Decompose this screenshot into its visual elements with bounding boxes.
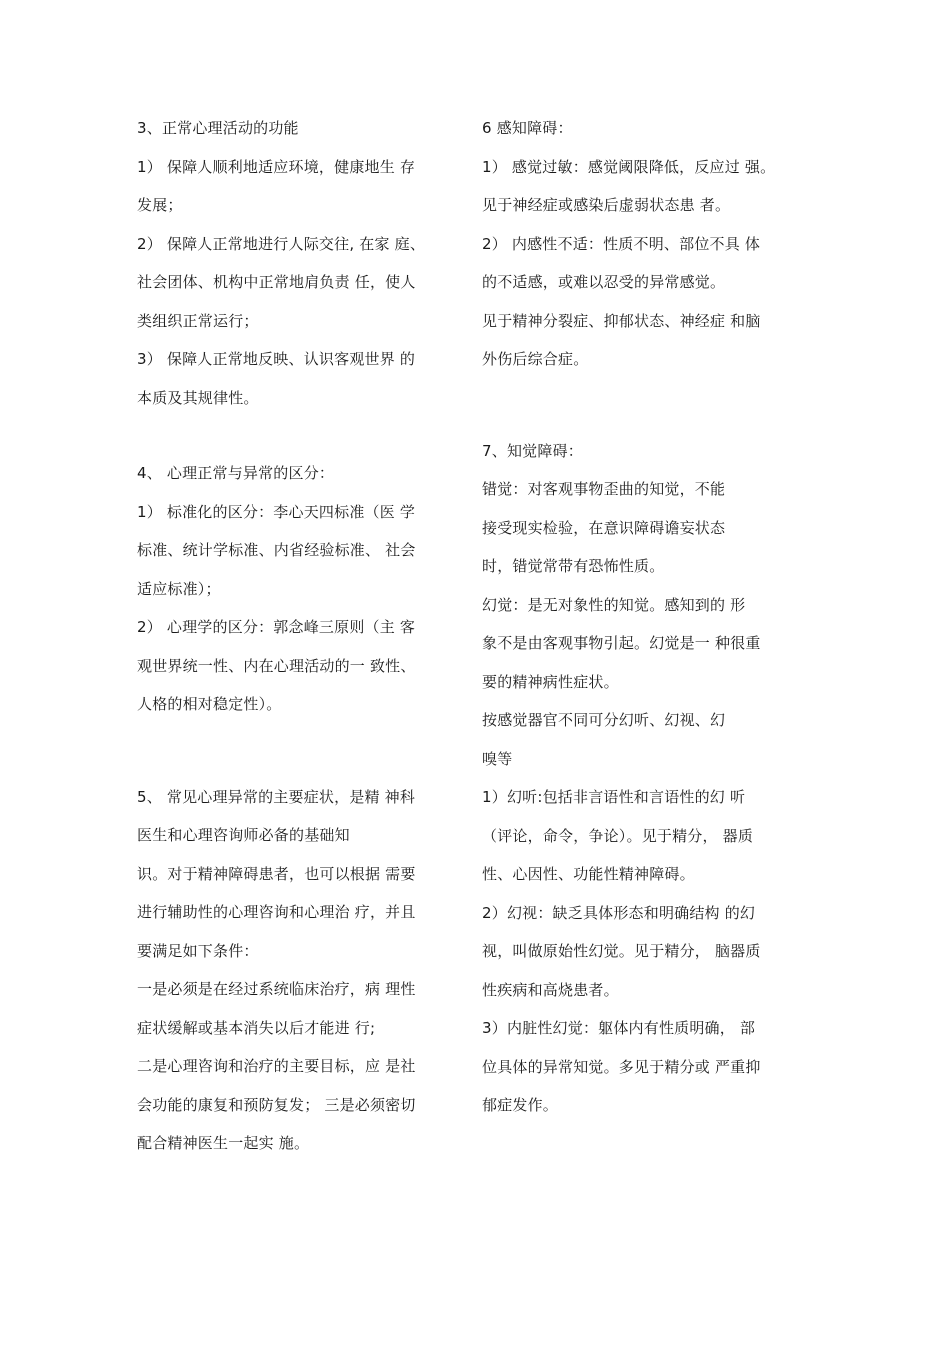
text-line: 郁症发作。 bbox=[482, 1096, 559, 1114]
section-spacer bbox=[482, 379, 804, 432]
text-line: 3） 保障人正常地反映、认识客观世界 的 bbox=[137, 350, 416, 368]
text-line: 适应标准）； bbox=[137, 579, 221, 598]
section-spacer bbox=[137, 724, 459, 778]
section-6-heading: 6 感知障碍： bbox=[482, 119, 573, 137]
text-line: 3）内脏性幻觉：躯体内有性质明确， 部 bbox=[482, 1019, 756, 1037]
text-line: 发展； bbox=[137, 196, 183, 214]
section-7-perception-disorders bbox=[482, 432, 804, 1125]
section-3-normal-psychology-functions bbox=[137, 109, 459, 417]
text-line: 1） 感觉过敏：感觉阈限降低，反应过 强。 bbox=[482, 157, 776, 176]
text-line: 症状缓解或基本消失以后才能进 行; bbox=[137, 1018, 376, 1037]
text-line: 象不是由客观事物引起。幻觉是一 种很重 bbox=[482, 634, 761, 652]
text-line: 会功能的康复和预防复发； 三是必须密切 bbox=[137, 1095, 416, 1114]
text-line: 标准、统计学标准、内省经验标准、 社会 bbox=[137, 541, 416, 559]
right-column bbox=[482, 109, 804, 1125]
text-line: 2） 内感性不适：性质不明、部位不具 体 bbox=[482, 234, 761, 253]
text-line: 要满足如下条件： bbox=[137, 941, 259, 960]
text-line: 视，叫做原始性幻觉。见于精分， 脑器质 bbox=[482, 942, 761, 960]
text-line: 社会团体、机构中正常地肩负责 任，使人 bbox=[137, 273, 416, 291]
text-line: 识。对于精神障碍患者，也可以根据 需要 bbox=[137, 864, 416, 883]
text-line: 配合精神医生一起实 施。 bbox=[137, 1134, 310, 1152]
text-line: 1） 标准化的区分：李心天四标准（医 学 bbox=[137, 502, 416, 521]
text-line: 2） 心理学的区分：郭念峰三原则（主 客 bbox=[137, 618, 416, 636]
section-5-common-symptoms bbox=[137, 778, 459, 1163]
text-line: 接受现实检验，在意识障碍谵妄状态 bbox=[482, 518, 726, 537]
text-line: 外伤后综合症。 bbox=[482, 350, 589, 368]
text-line: 性疾病和高烧患者。 bbox=[482, 980, 619, 999]
text-line: 医生和心理咨询师必备的基础知 bbox=[137, 826, 350, 844]
section-6-sensation-disorders bbox=[482, 109, 804, 379]
text-line: 错觉：对客观事物歪曲的知觉，不能 bbox=[482, 480, 726, 498]
text-line: 嗅等 bbox=[482, 749, 513, 768]
text-line: 性、心因性、功能性精神障碍。 bbox=[482, 865, 695, 883]
section-3-heading: 3、正常心理活动的功能 bbox=[137, 119, 299, 137]
section-spacer bbox=[137, 417, 459, 454]
text-line: 的不适感，或难以忍受的异常感觉。 bbox=[482, 273, 726, 291]
text-line: 位具体的异常知觉。多见于精分或 严重抑 bbox=[482, 1057, 761, 1076]
text-line: 1）幻听:包括非言语性和言语性的幻 听 bbox=[482, 788, 746, 806]
text-line: 时，错觉常带有恐怖性质。 bbox=[482, 557, 665, 575]
text-line: 见于神经症或感染后虚弱状态患 者。 bbox=[482, 196, 731, 214]
text-line: 类组织正常运行； bbox=[137, 311, 259, 330]
text-line: 按感觉器官不同可分幻听、幻视、幻 bbox=[482, 711, 726, 729]
section-4-heading: 4、 心理正常与异常的区分： bbox=[137, 464, 335, 482]
text-line: 见于精神分裂症、抑郁状态、神经症 和脑 bbox=[482, 311, 761, 330]
text-line: 观世界统一性、内在心理活动的一 致性、 bbox=[137, 656, 416, 675]
left-column bbox=[137, 109, 459, 1163]
text-line: 幻觉：是无对象性的知觉。感知到的 形 bbox=[482, 595, 746, 614]
text-line: 进行辅助性的心理咨询和心理治 疗，并且 bbox=[137, 903, 416, 921]
text-line: 二是心理咨询和治疗的主要目标，应 是社 bbox=[137, 1057, 416, 1075]
text-line: 本质及其规律性。 bbox=[137, 388, 259, 407]
text-line: 人格的相对稳定性）。 bbox=[137, 695, 282, 713]
text-line: （评论，命令，争论）。见于精分， 器质 bbox=[482, 826, 754, 845]
text-line: 2） 保障人正常地进行人际交往, 在家 庭、 bbox=[137, 234, 426, 253]
section-7-heading: 7、知觉障碍： bbox=[482, 441, 583, 460]
section-5-heading: 5、 常见心理异常的主要症状，是精 神科 bbox=[137, 787, 416, 806]
text-line: 1） 保障人顺利地适应环境，健康地生 存 bbox=[137, 157, 416, 176]
text-line: 一是必须是在经过系统临床治疗，病 理性 bbox=[137, 980, 416, 998]
text-line: 要的精神病性症状。 bbox=[482, 672, 619, 691]
text-line: 2）幻视：缺乏具体形态和明确结构 的幻 bbox=[482, 903, 756, 922]
section-4-normal-vs-abnormal bbox=[137, 454, 459, 724]
